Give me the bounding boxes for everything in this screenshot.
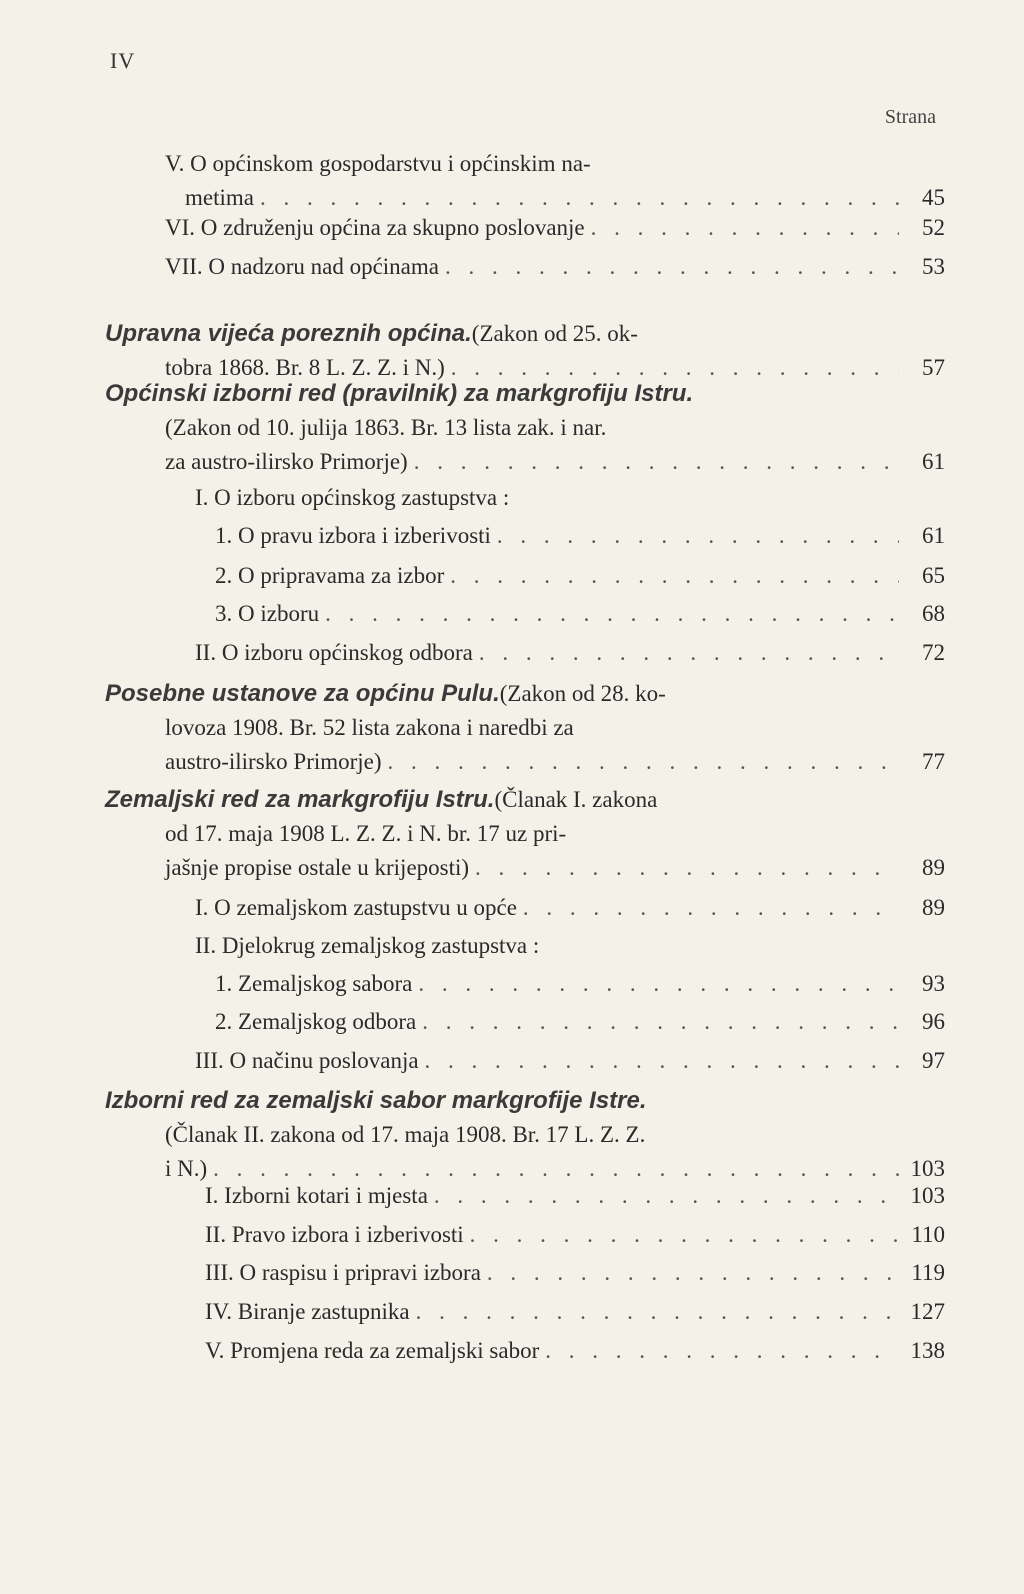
toc-entry-line — [105, 148, 945, 182]
toc-entry-text: jašnje propise ostale u krijeposti) — [165, 855, 470, 880]
toc-entry — [105, 968, 945, 1002]
toc-entry-line — [105, 182, 945, 216]
toc-entry — [105, 560, 945, 594]
toc-entry-line — [105, 1180, 945, 1214]
toc-entry-text: tobra 1868. Br. 8 L. Z. Z. i N.) — [165, 355, 445, 380]
toc-entry — [105, 1257, 945, 1291]
toc-page-number: 96 — [922, 1009, 945, 1034]
toc-page-number: 61 — [922, 523, 945, 548]
toc-entry-text: II. O izboru općinskog odbora — [195, 640, 473, 665]
toc-entry — [105, 1335, 945, 1369]
page-number: IV — [110, 48, 136, 73]
leader-dots — [479, 637, 899, 668]
toc-entry-line — [105, 598, 945, 632]
toc-heading-title: Zemaljski red za markgrofiju Istru. — [105, 786, 495, 813]
toc-entry-line — [105, 712, 945, 746]
toc-entry-text: II. Pravo izbora i izberivosti — [205, 1222, 464, 1247]
toc-entry-line — [105, 412, 945, 446]
toc-entry-text: VII. O nadzoru nad općinama — [165, 254, 439, 279]
leader-dots — [475, 852, 899, 883]
leader-dots — [425, 1045, 899, 1076]
toc-page-number: 72 — [922, 640, 945, 665]
toc-entry-line — [105, 446, 945, 480]
leader-dots — [487, 1257, 899, 1288]
toc-entry-line — [105, 1257, 945, 1291]
toc-page-number: 138 — [910, 1338, 945, 1363]
toc-entry-text: od 17. maja 1908 L. Z. Z. i N. br. 17 uz pri- — [165, 821, 567, 846]
leader-dots — [470, 1219, 899, 1250]
toc-entry — [105, 1296, 945, 1330]
toc-entry-line — [105, 818, 945, 852]
toc-page-number: 103 — [910, 1156, 945, 1181]
leader-dots — [497, 520, 899, 551]
toc-page-number: 110 — [911, 1222, 945, 1247]
leader-dots — [422, 1006, 899, 1037]
toc-entry-line — [105, 482, 945, 516]
toc-page-number: 97 — [922, 1048, 945, 1073]
toc-entry-text: I. O izboru općinskog zastupstva : — [195, 485, 510, 510]
toc-page-number: 52 — [922, 215, 945, 240]
toc-page-number: 103 — [910, 1183, 945, 1208]
toc-page-number: 93 — [922, 971, 945, 996]
toc-entry-text: VI. O združenju općina za skupno poslovanje — [165, 215, 585, 240]
toc-entry — [105, 378, 945, 480]
leader-dots — [545, 1335, 899, 1366]
toc-entry-line — [105, 520, 945, 554]
toc-page-number: 119 — [911, 1260, 945, 1285]
leader-dots — [445, 251, 899, 282]
toc-page-number: 57 — [922, 355, 945, 380]
toc-entry-text: 1. O pravu izbora i izberivosti — [215, 523, 491, 548]
toc-entry-text: 2. O pripravama za izbor — [215, 563, 445, 588]
toc-entry — [105, 212, 945, 246]
leader-dots — [591, 212, 899, 243]
toc-entry-line — [105, 212, 945, 246]
toc-entry — [105, 318, 945, 386]
toc-entry-text: V. Promjena reda za zemaljski sabor — [205, 1338, 540, 1363]
toc-entry — [105, 637, 945, 671]
toc-page-number: 89 — [922, 895, 945, 920]
toc-entry-text: I. Izborni kotari i mjesta — [205, 1183, 428, 1208]
toc-heading-title: Posebne ustanove za općinu Pulu. — [105, 680, 500, 707]
toc-page-number: 127 — [910, 1299, 945, 1324]
leader-dots — [523, 892, 899, 923]
toc-page-number: 61 — [922, 449, 945, 474]
leader-dots — [325, 598, 899, 629]
toc-heading-title: Općinski izborni red (pravilnik) za markgrofiju Istru. — [105, 380, 694, 407]
leader-dots — [414, 446, 899, 477]
toc-entry — [105, 1006, 945, 1040]
leader-dots — [260, 182, 899, 213]
toc-entry-text: III. O raspisu i pripravi izbora — [205, 1260, 481, 1285]
toc-entry — [105, 148, 945, 216]
toc-entry-line — [105, 930, 945, 964]
toc-page-number: 45 — [922, 185, 945, 210]
toc-entry-line — [105, 1335, 945, 1369]
toc-entry — [105, 251, 945, 285]
toc-page-number: 65 — [922, 563, 945, 588]
toc-page-number: 89 — [922, 855, 945, 880]
toc-entry-text: III. O načinu poslovanja — [195, 1048, 419, 1073]
toc-entry-text: (Zakon od 25. ok- — [471, 321, 638, 346]
toc-page-number: 77 — [922, 749, 945, 774]
leader-dots — [416, 1296, 899, 1327]
toc-entry-text: lovoza 1908. Br. 52 lista zakona i naredbi za — [165, 715, 574, 740]
leader-dots — [450, 560, 899, 591]
toc-entry — [105, 598, 945, 632]
toc-page-number: 68 — [922, 601, 945, 626]
toc-entry-line — [105, 1045, 945, 1079]
toc-entry-text: (Članak II. zakona od 17. maja 1908. Br. 17 L. Z. Z. — [165, 1122, 646, 1147]
toc-entry-line — [105, 746, 945, 780]
toc-entry — [105, 930, 945, 964]
toc-page-number: 53 — [922, 254, 945, 279]
toc-entry-line — [105, 378, 945, 412]
toc-entry — [105, 678, 945, 780]
toc-entry-text: austro-ilirsko Primorje) — [165, 749, 382, 774]
toc-entry-text: 3. O izboru — [215, 601, 320, 626]
toc-entry-text: 1. Zemaljskog sabora — [215, 971, 413, 996]
toc-entry-text: i N.) — [165, 1156, 208, 1181]
toc-entry-line — [105, 637, 945, 671]
leader-dots — [388, 746, 899, 777]
toc-entry — [105, 1180, 945, 1214]
toc-entry-line — [105, 1119, 945, 1153]
toc-entry-text: 2. Zemaljskog odbora — [215, 1009, 417, 1034]
page-column-header: Strana — [884, 106, 936, 128]
toc-entry — [105, 1085, 945, 1187]
toc-entry — [105, 784, 945, 886]
toc-entry-line — [105, 251, 945, 285]
toc-entry-text: metima — [185, 185, 254, 210]
toc-entry-text: (Članak I. zakona — [494, 787, 658, 812]
toc-entry-line — [105, 968, 945, 1002]
toc-entry-text: I. O zemaljskom zastupstvu u opće — [195, 895, 517, 920]
toc-heading-title: Upravna vijeća poreznih općina. — [105, 320, 472, 347]
leader-dots — [434, 1180, 899, 1211]
toc-heading-title: Izborni red za zemaljski sabor markgrofije Istre. — [105, 1087, 647, 1114]
toc-entry-line — [105, 852, 945, 886]
toc-entry-line — [105, 892, 945, 926]
toc-entry-line — [105, 1219, 945, 1253]
toc-entry — [105, 1219, 945, 1253]
toc-entry — [105, 1045, 945, 1079]
toc-entry-line — [105, 560, 945, 594]
toc-entry — [105, 892, 945, 926]
toc-entry-text: (Zakon od 10. julija 1863. Br. 13 lista zak. i nar. — [165, 415, 607, 440]
toc-entry-text: IV. Biranje zastupnika — [205, 1299, 410, 1324]
toc-entry-line — [105, 1296, 945, 1330]
leader-dots — [418, 968, 899, 999]
toc-entry-text: II. Djelokrug zemaljskog zastupstva : — [195, 933, 540, 958]
toc-entry-line — [105, 1085, 945, 1119]
toc-entry-text: (Zakon od 28. ko- — [499, 681, 666, 706]
toc-entry — [105, 482, 945, 516]
toc-entry-text: V. O općinskom gospodarstvu i općinskim na- — [165, 151, 591, 176]
toc-entry-line — [105, 784, 945, 818]
toc-entry-line — [105, 318, 945, 352]
toc-entry-text: za austro-ilirsko Primorje) — [165, 449, 408, 474]
toc-entry-line — [105, 1006, 945, 1040]
toc-entry-line — [105, 678, 945, 712]
toc-entry — [105, 520, 945, 554]
